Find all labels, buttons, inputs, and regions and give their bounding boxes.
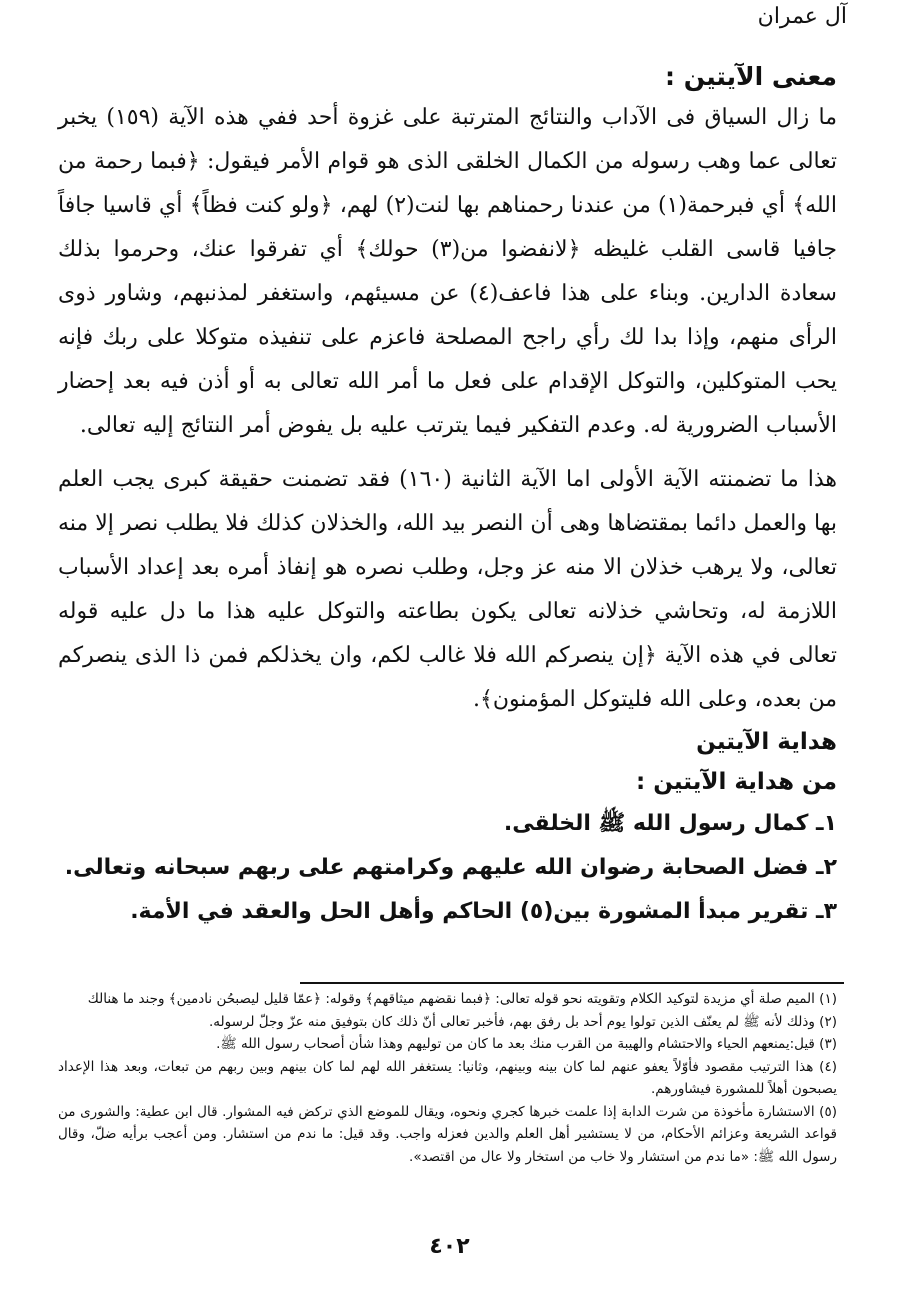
guidance-point-3: ٣ـ تقرير مبدأ المشورة بين(٥) الحاكم وأهل الحل والعقد في الأمة. (130, 899, 837, 924)
meaning-paragraph-2: هذا ما تضمنته الآية الأولى اما الآية الثانية (١٦٠) فقد تضمنت حقيقة كبرى يجب العلم بها والعمل دائما بمقتضاها وهى أن النصر بيد الله، والخذلان كذلك فلا يطلب نصر إلا منه تعالى، ولا يرهب خذلان الا منه عز وجل، وطلب نصره هو إنفاذ أمره بعد إعداد الأسباب اللازمة له، وتحاشي خذلانه تعالى يكون بطاعته والتوكل عليه هذا ما دل عليه قوله تعالى في هذه الآية ﴿إن ينصركم الله فلا غالب لكم، وان يخذلكم فمن ذا الذى ينصركم من بعده، وعلى الله فليتوكل المؤمنون﴾. (58, 467, 837, 712)
footnote-5: (٥) الاستشارة مأخوذة من شرت الدابة إذا علمت خبرها كجري ونحوه، ويقال للموضع الذي تركض فيه المشوار. قال ابن عطية: والشورى من قواعد الشريعة وعزائم الأحكام، من لا يستشير أهل العلم والدين فعزله واجب. وقد قيل: ما ندم من استشار. ومن أعجب برأيه ضلّ، وقال رسول الله ﷺ: «ما ندم من استشار ولا خاب من استخار ولا عال من اقتصد». (58, 1103, 837, 1165)
guidance-heading: هداية الآيتين (696, 729, 837, 755)
footnote-2: (٢) وذلك لأنه ﷺ لم يعنّف الذين تولوا يوم أحد بل رفق بهم، فأخبر تعالى أنّ ذلك كان بتوفيق منه عزّ وجلّ لرسوله. (208, 1013, 837, 1030)
meaning-paragraph-1: ما زال السياق فى الآداب والنتائج المترتبة على غزوة أحد ففي هذه الآية (١٥٩) يخبر تعالى عما وهب رسوله من الكمال الخلقى الذى هو قوام الأمر فيقول: ﴿فبما رحمة من الله﴾ أي فبرحمة(١) من عندنا رحمناهم بها لنت(٢) لهم، ﴿ولو كنت فظاً﴾ أي قاسيا جافاً جافيا قاسى القلب غليظه ﴿لانفضوا من(٣) حولك﴾ أي تفرقوا عنك، وحرموا بذلك سعادة الدارين. وبناء على هذا فاعف(٤) عن مسيئهم، واستغفر لمذنبهم، وشاور ذوى الرأى منهم، وإذا بدا لك رأي راجح المصلحة فاعزم على تنفيذه متوكلا على ربك فإنه يحب المتوكلين، والتوكل الإقدام على فعل ما أمر الله تعالى به أو أذن فيه بعد إحضار الأسباب الضرورية له. وعدم التفكير فيما يترتب عليه بل يفوض أمر النتائج إليه تعالى. (58, 105, 837, 438)
footnote-3: (٣) قيل:يمنعهم الحياء والاحتشام والهيبة من القرب منك بعد ما كان من توليهم وهذا شأن أصحاب رسول الله ﷺ. (216, 1036, 837, 1052)
footnote-1: (١) الميم صلة أي مزيدة لتوكيد الكلام وتقويته نحو قوله تعالى: ﴿فبما نقضهم ميثاقهم﴾ وقوله: ﴿عمّا قليل ليصبحُن نادمين﴾ وجند ما هنالك (87, 991, 837, 1007)
meaning-heading: معنى الآيتين : (665, 62, 837, 91)
guidance-point-1: ١ـ كمال رسول الله ﷺ الخلقى. (503, 811, 837, 836)
footnote-4: (٤) هذا الترتيب مقصود فأوّلاً يعفو عنهم لما كان بينه وبينهم، وثانيا: يستغفر الله لهم لما كان بينهم وبين ربهم من تبعات، وبعد هذا الإعداد يصبحون أهلاً للمشورة فيشاورهم. (58, 1058, 837, 1097)
page-number: ٤٠٢ (429, 1234, 470, 1259)
footnotes (58, 988, 837, 1168)
main-text (58, 58, 837, 934)
guidance-intro: من هداية الآيتين : (636, 769, 837, 795)
meaning-body (58, 96, 837, 722)
surah-title: آل عمران (757, 4, 847, 29)
guidance-point-2: ٢ـ فضل الصحابة رضوان الله عليهم وكرامتهم على ربهم سبحانه وتعالى. (64, 855, 837, 880)
footnote-divider (300, 982, 844, 984)
